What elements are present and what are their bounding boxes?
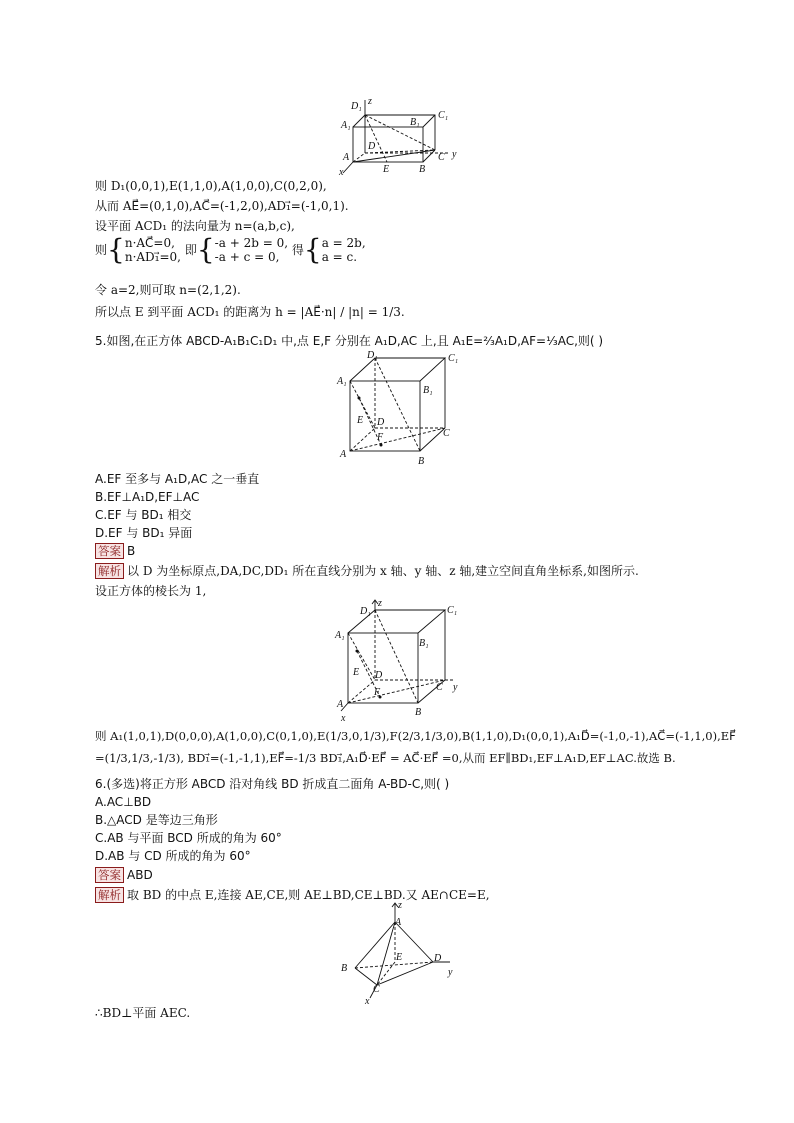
normal-vector-line: 设平面 ACD₁ 的法向量为 n=(a,b,c), xyxy=(95,219,295,233)
take-line: 令 a=2,则可取 n=(2,1,2). xyxy=(95,283,241,297)
fig4-label-z: z xyxy=(398,900,402,911)
fig3-label-F: F xyxy=(374,687,381,698)
sys-prefix: 则 xyxy=(95,243,108,257)
fig1-label-z: z xyxy=(368,96,372,107)
fig2-label-B1: B₁ xyxy=(423,385,433,396)
fig2-label-A1: A₁ xyxy=(337,376,347,387)
fig1-label-C: C xyxy=(438,152,445,163)
q6-stem: 6.(多选)将正方形 ABCD 沿对角线 BD 折成直二面角 A-BD-C,则( ) xyxy=(95,777,450,791)
fig2-label-F: F xyxy=(377,432,384,443)
q6-answer-row xyxy=(95,867,153,883)
fig4-label-B: B xyxy=(341,963,348,974)
fig2-label-E: E xyxy=(357,415,364,426)
fig3-label-D1: D₁ xyxy=(360,606,371,617)
q6-answer: ABD xyxy=(127,868,153,882)
sys-row-3: -a + 2b = 0, xyxy=(214,236,289,250)
fig3-label-D: D xyxy=(375,670,383,681)
sys-mid: 即 xyxy=(184,243,197,257)
figure-cube-q5 xyxy=(335,348,465,473)
analysis-tag: 解析 xyxy=(95,887,124,903)
q5-option-d: D.EF 与 BD₁ 异面 xyxy=(95,526,193,540)
q6-analysis-1: 取 BD 的中点 E,连接 AE,CE,则 AE⊥BD,CE⊥BD.又 AE∩CE=E, xyxy=(127,888,490,902)
fig4-label-A: A xyxy=(395,917,402,928)
fig1-label-y: y xyxy=(452,149,457,160)
figure-cube-axes-q5 xyxy=(333,598,463,723)
sys-row-6: a = c. xyxy=(321,250,358,264)
figure-tetrahedron-q6 xyxy=(335,900,465,1005)
fig4-label-x: x xyxy=(365,996,370,1005)
fig3-label-x: x xyxy=(341,713,346,723)
q5-analysis-2: 设正方体的棱长为 1, xyxy=(95,584,207,598)
fig3-label-z: z xyxy=(378,598,382,609)
fig2-label-B: B xyxy=(418,456,425,467)
q5-answer-row xyxy=(95,543,135,559)
fig2-label-C: C xyxy=(443,428,450,439)
q5-analysis-row xyxy=(95,563,639,579)
fig2-label-D1: D₁ xyxy=(367,350,378,361)
vectors-line: 从而 AE⃗=(0,1,0),AC⃗=(-1,2,0),AD₁⃗=(-1,0,1). xyxy=(95,199,349,213)
fig2-label-A: A xyxy=(340,449,347,460)
q5-analysis-1: 以 D 为坐标原点,DA,DC,DD₁ 所在直线分别为 x 轴、y 轴、z 轴,建立空间直角坐标系,如图所示. xyxy=(127,564,639,578)
fig3-label-A: A xyxy=(337,699,344,710)
fig1-label-B1: B₁ xyxy=(410,117,420,128)
fig3-label-B1: B₁ xyxy=(419,638,429,649)
answer-tag: 答案 xyxy=(95,543,124,559)
fig1-label-D: D xyxy=(368,141,376,152)
q6-option-c: C.AB 与平面 BCD 所成的角为 60° xyxy=(95,831,282,845)
distance-line: 所以点 E 到平面 ACD₁ 的距离为 h = |AE⃗·n| / |n| = 1/3. xyxy=(95,305,405,319)
q5-coords-2: =(1/3,1/3,-1/3), BD₁⃗=(-1,-1,1),EF⃗=-1/3 BD₁⃗,A₁D⃗·EF⃗ = AC⃗·EF⃗ =0,从而 EF∥BD₁,EF⊥A₁D,EF⊥AC.故选 B. xyxy=(95,751,676,765)
fig4-label-E: E xyxy=(396,952,403,963)
fig1-label-A1: A₁ xyxy=(341,120,351,131)
q6-option-b: B.△ACD 是等边三角形 xyxy=(95,813,218,827)
figure-box-1 xyxy=(335,95,465,175)
fig3-label-y: y xyxy=(453,682,458,693)
fig3-label-C1: C₁ xyxy=(447,605,458,616)
q5-option-b: B.EF⊥A₁D,EF⊥AC xyxy=(95,490,200,504)
fig3-label-A1: A₁ xyxy=(335,630,345,641)
answer-tag: 答案 xyxy=(95,867,124,883)
sys-row-2: n·AD₁⃗=0, xyxy=(124,250,181,264)
fig3-label-E: E xyxy=(353,667,360,678)
fig3-label-B: B xyxy=(415,707,422,718)
equation-system: 则{n·AC⃗=0, n·AD₁⃗=0, 即{-a + 2b = 0, -a + c = 0, 得{a = 2b, a = c. xyxy=(95,233,366,266)
fig1-label-B: B xyxy=(419,164,426,175)
fig1-label-A: A xyxy=(343,152,350,163)
q6-option-d: D.AB 与 CD 所成的角为 60° xyxy=(95,849,251,863)
sys-mid-2: 得 xyxy=(291,243,304,257)
analysis-tag: 解析 xyxy=(95,563,124,579)
q6-option-a: A.AC⊥BD xyxy=(95,795,152,809)
fig4-label-y: y xyxy=(448,967,453,978)
q5-option-c: C.EF 与 BD₁ 相交 xyxy=(95,508,192,522)
fig4-label-D: D xyxy=(434,953,442,964)
fig2-label-C1: C₁ xyxy=(448,353,459,364)
fig1-label-x: x xyxy=(339,167,344,175)
q5-answer: B xyxy=(127,544,136,558)
q5-coords-1: 则 A₁(1,0,1),D(0,0,0),A(1,0,0),C(0,1,0),E(1/3,0,1/3),F(2/3,1/3,0),B(1,1,0),D₁(0,0,1),A₁D⃗=(-1,0,-1),AC⃗=(-1,1,0),EF⃗ xyxy=(95,729,736,743)
fig1-label-D1: D₁ xyxy=(351,101,362,112)
sys-row-5: a = 2b, xyxy=(321,236,366,250)
fig2-label-D: D xyxy=(377,417,385,428)
fig1-label-C1: C₁ xyxy=(438,110,449,121)
fig4-label-C: C xyxy=(373,984,380,995)
q5-option-a: A.EF 至多与 A₁D,AC 之一垂直 xyxy=(95,472,260,486)
fig1-label-E: E xyxy=(383,164,390,175)
coords-line: 则 D₁(0,0,1),E(1,1,0),A(1,0,0),C(0,2,0), xyxy=(95,179,327,193)
fig3-label-C: C xyxy=(436,682,443,693)
sys-row-4: -a + c = 0, xyxy=(214,250,280,264)
sys-row-1: n·AC⃗=0, xyxy=(124,236,175,250)
q5-stem: 5.如图,在正方体 ABCD-A₁B₁C₁D₁ 中,点 E,F 分别在 A₁D,AC 上,且 A₁E=²⁄₃A₁D,AF=¹⁄₃AC,则( ) xyxy=(95,334,604,348)
q6-conclusion: ∴BD⊥平面 AEC. xyxy=(95,1006,191,1020)
